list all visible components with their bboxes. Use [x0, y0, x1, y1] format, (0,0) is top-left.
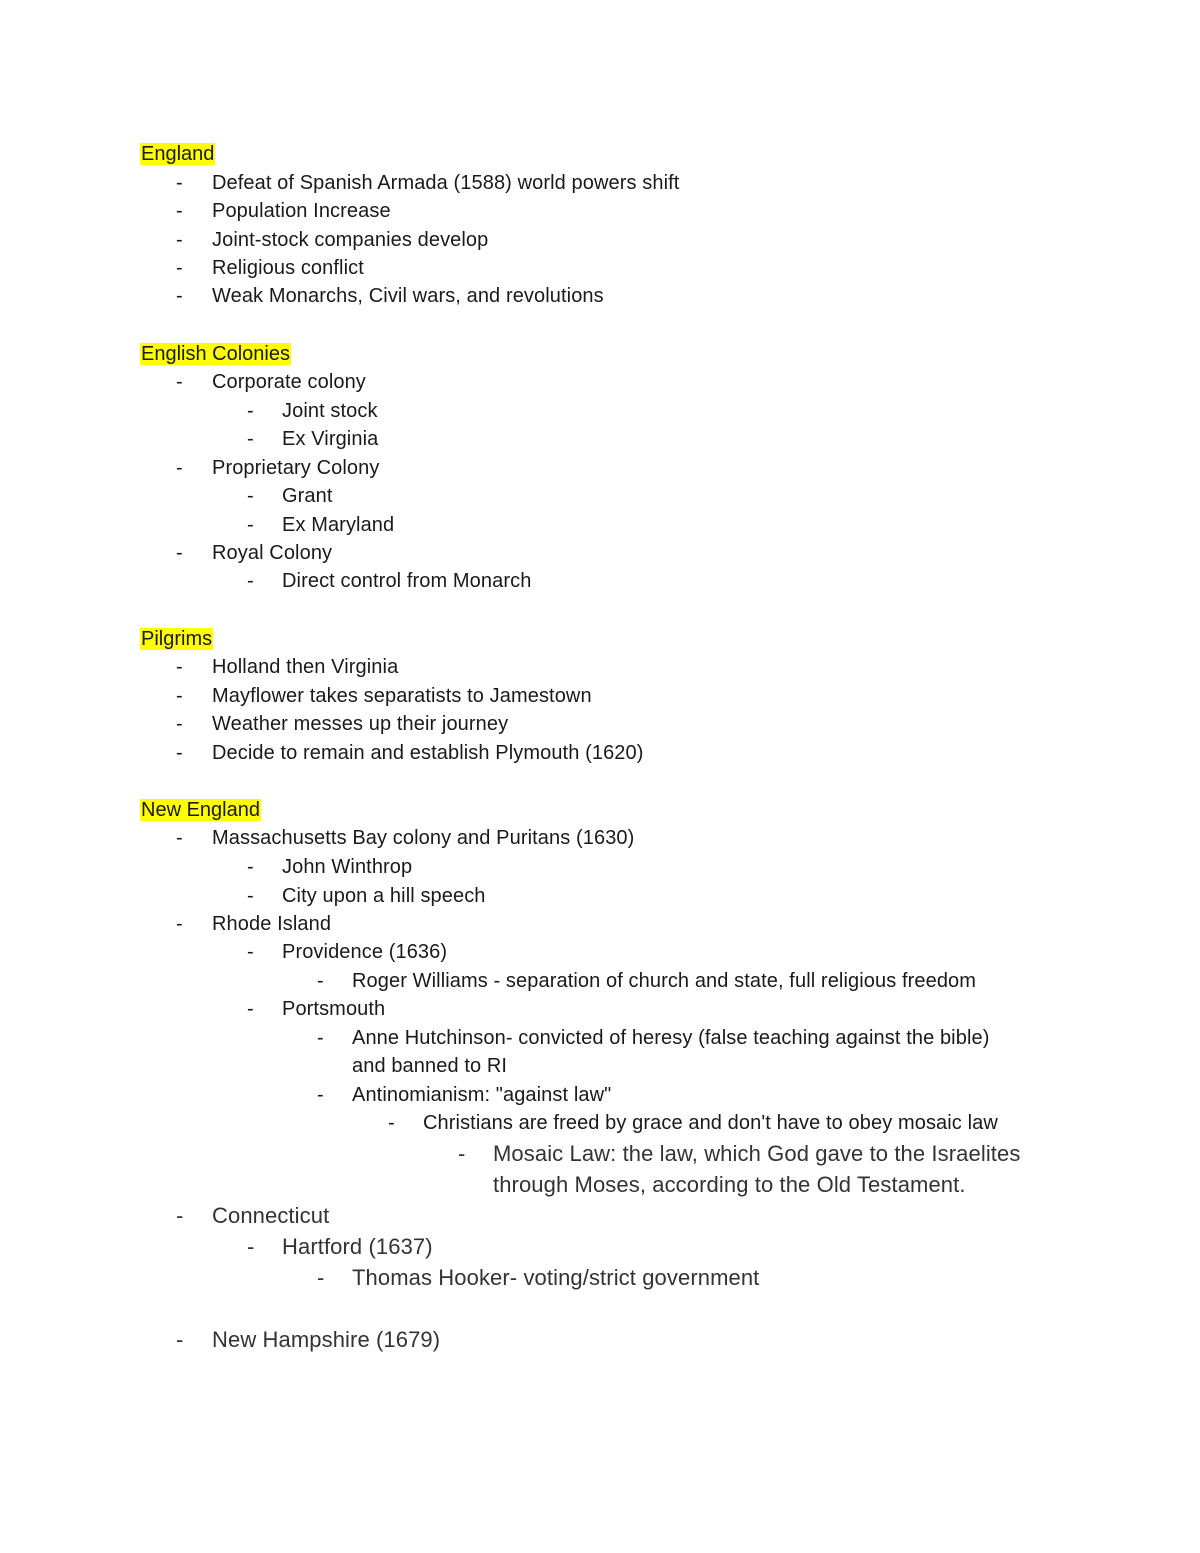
document-page: England - Defeat of Spanish Armada (1588) world powers shift - Population Increase - Joint-stock companies develop - Religious conflict - Weak Monarchs, Civil wars, and revolutions English Colonies - Corporate colony - Joint stock - Ex Virginia - Proprietary Colony - Grant - Ex Maryland - Royal Colony - Direct control from Monarch Pilgrims - Holland then Virginia - Mayflower takes separatists to Jamestown - Weather messes up their journey - Decide to remain and establish Plymouth (1620) New England - Massachusetts Bay colony and Puritans (1630) - John Winthrop - City upon a hill speech - Rhode Island - Providence (1636) - Roger Williams - separation of church and state, full religious freedom - Portsmouth - Anne Hutchinson- convicted of heresy (false teaching against the bible) and banned to RI - Antinomianism: "against law" - Christians are freed by grace and don't have to obey mosaic law - Mosaic Law: the law, which God gave to the Israelites through Moses, according to the Old Testament. - Connecticut - Hartford (1637) - Thomas Hooker- voting/strict government - New Hampshire (1679)	[141, 143, 1021, 1352]
section-heading-english-colonies: English Colonies	[141, 343, 290, 365]
section-heading-england: England	[141, 143, 215, 165]
section-heading-new-england: New England	[141, 799, 260, 821]
section-heading-pilgrims: Pilgrims	[141, 628, 213, 650]
